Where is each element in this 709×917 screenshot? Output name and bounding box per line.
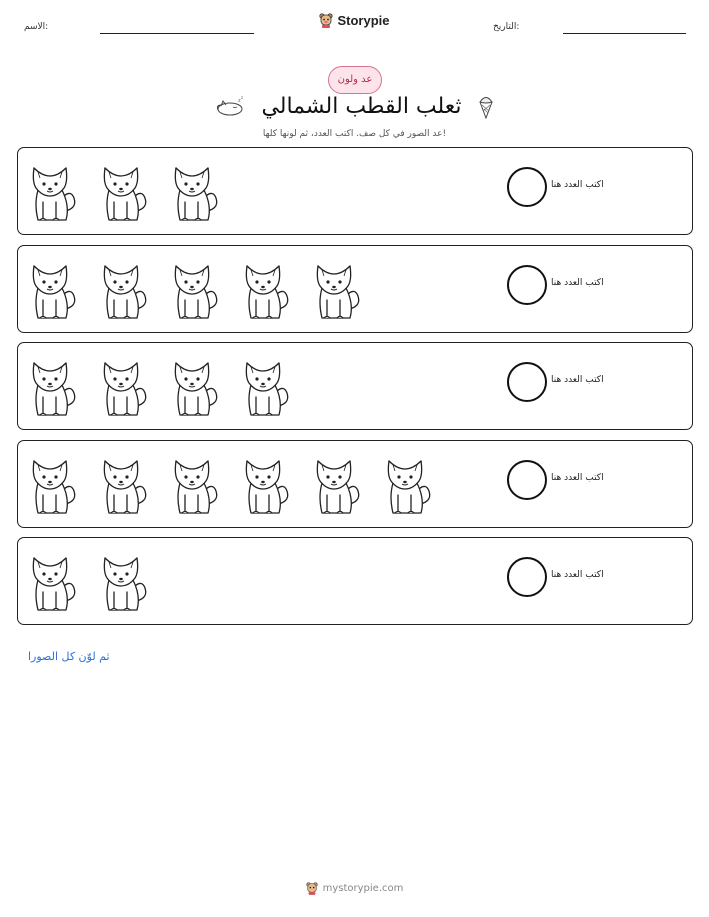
title-row (0, 88, 709, 124)
arctic-fox-icon (26, 550, 82, 614)
sleeping-fox-icon (215, 96, 245, 116)
brand (0, 12, 709, 32)
arctic-fox-icon (239, 355, 295, 419)
answer-label: اكتب العدد هنا (551, 570, 604, 580)
arctic-fox-icon (239, 453, 295, 517)
brand-name: Storypie (337, 12, 390, 28)
footer (0, 880, 709, 899)
fox-group (26, 351, 295, 423)
answer-circle[interactable] (507, 167, 547, 207)
arctic-fox-icon (310, 258, 366, 322)
counting-row (17, 537, 693, 625)
arctic-fox-icon (168, 355, 224, 419)
answer-label: اكتب العدد هنا (551, 375, 604, 385)
answer-circle[interactable] (507, 265, 547, 305)
arctic-fox-icon (381, 453, 437, 517)
arctic-fox-icon (168, 160, 224, 224)
arctic-fox-icon (26, 355, 82, 419)
arctic-fox-icon (97, 453, 153, 517)
arctic-fox-icon (26, 160, 82, 224)
arctic-fox-icon (239, 258, 295, 322)
ice-cream-cone-icon (478, 93, 494, 119)
fox-group (26, 546, 153, 618)
category-badge: عد ولون (328, 66, 382, 94)
arctic-fox-icon (26, 258, 82, 322)
arctic-fox-icon (310, 453, 366, 517)
storypie-footer-icon (306, 881, 318, 895)
fox-group (26, 449, 437, 521)
answer-circle[interactable] (507, 460, 547, 500)
arctic-fox-icon (97, 550, 153, 614)
answer-label: اكتب العدد هنا (551, 473, 604, 483)
answer-label: اكتب العدد هنا (551, 180, 604, 190)
arctic-fox-icon (168, 258, 224, 322)
arctic-fox-icon (97, 160, 153, 224)
instruction-text: عد الصور في كل صف. اكتب العدد، ثم لونها كلها! (262, 129, 447, 139)
counting-row (17, 147, 693, 235)
fox-group (26, 156, 224, 228)
answer-circle[interactable] (507, 362, 547, 402)
svg-text:z: z (238, 98, 242, 104)
svg-text:z: z (241, 96, 244, 100)
answer-label: اكتب العدد هنا (551, 278, 604, 288)
counting-row (17, 245, 693, 333)
name-line[interactable] (100, 33, 254, 34)
fox-group (26, 254, 366, 326)
answer-circle[interactable] (507, 557, 547, 597)
counting-row (17, 440, 693, 528)
arctic-fox-icon (168, 453, 224, 517)
worksheet-title: ثعلب القطب الشمالي (261, 93, 462, 119)
footer-url[interactable]: mystorypie.com (322, 882, 404, 894)
date-line[interactable] (563, 33, 686, 34)
storypie-logo-icon (319, 12, 333, 28)
name-label: الاسم: (24, 22, 49, 32)
date-label: التاريخ: (493, 22, 520, 32)
arctic-fox-icon (97, 355, 153, 419)
color-note: ثم لوّن كل الصورا (28, 650, 110, 663)
arctic-fox-icon (97, 258, 153, 322)
counting-row (17, 342, 693, 430)
arctic-fox-icon (26, 453, 82, 517)
